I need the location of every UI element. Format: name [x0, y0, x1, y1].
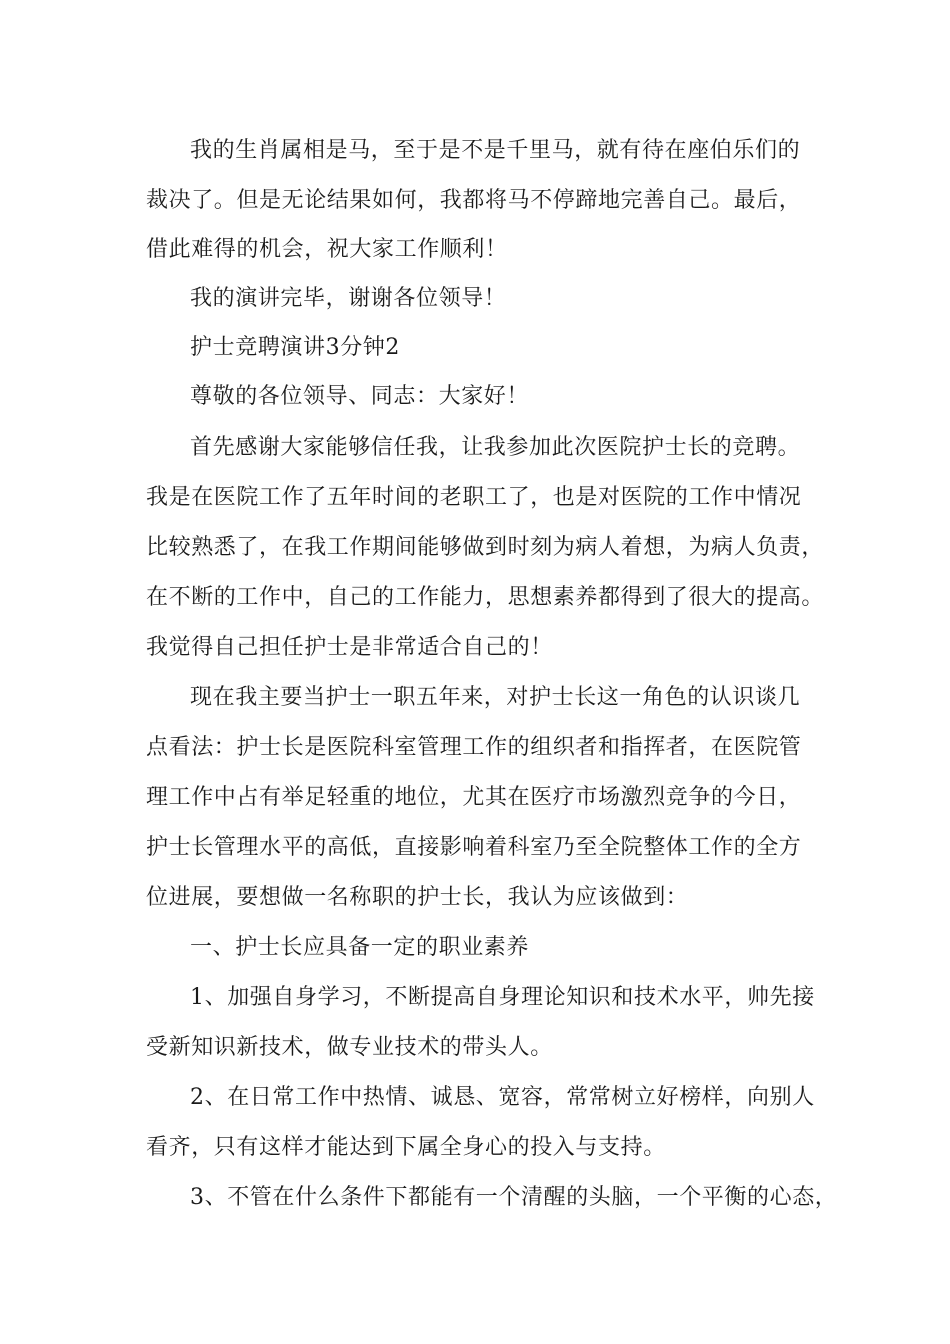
- text-line: 2、在日常工作中热情、诚恳、宽容，常常树立好榜样，向别人: [190, 1085, 815, 1110]
- text-line: 比较熟悉了，在我工作期间能够做到时刻为病人着想，为病人负责，: [146, 535, 825, 560]
- text-line: 受新知识新技术，做专业技术的带头人。: [146, 1035, 553, 1060]
- text-line: 我是在医院工作了五年时间的老职工了，也是对医院的工作中情况: [146, 485, 802, 510]
- section-heading: 一、护士长应具备一定的职业素养: [190, 935, 530, 960]
- text-line: 首先感谢大家能够信任我，让我参加此次医院护士长的竞聘。: [190, 435, 801, 460]
- text-line: 护士长管理水平的高低，直接影响着科室乃至全院整体工作的全方: [146, 835, 802, 860]
- text-line: 点看法：护士长是医院科室管理工作的组织者和指挥者，在医院管: [146, 735, 802, 760]
- text-line: 理工作中占有举足轻重的地位，尤其在医疗市场激烈竞争的今日，: [146, 785, 802, 810]
- text-line: 我的演讲完毕，谢谢各位领导！: [190, 286, 507, 311]
- text-line: 3、不管在什么条件下都能有一个清醒的头脑，一个平衡的心态，: [190, 1185, 838, 1210]
- section-title: 护士竞聘演讲3分钟2: [190, 335, 400, 360]
- text-line: 位进展，要想做一名称职的护士长，我认为应该做到：: [146, 885, 689, 910]
- text-line: 借此难得的机会，祝大家工作顺利！: [146, 237, 508, 262]
- text-line: 1、加强自身学习，不断提高自身理论知识和技术水平，帅先接: [190, 985, 815, 1010]
- text-line: 裁决了。但是无论结果如何，我都将马不停蹄地完善自己。最后，: [146, 188, 802, 213]
- salutation: 尊敬的各位领导、同志：大家好！: [190, 384, 530, 409]
- text-line: 现在我主要当护士一职五年来，对护士长这一角色的认识谈几: [190, 685, 801, 710]
- text-line: 我觉得自己担任护士是非常适合自己的！: [146, 635, 553, 660]
- text-line: 我的生肖属相是马，至于是不是千里马，就有待在座伯乐们的: [190, 138, 801, 163]
- text-line: 在不断的工作中，自己的工作能力，思想素养都得到了很大的提高。: [146, 585, 825, 610]
- text-line: 看齐，只有这样才能达到下属全身心的投入与支持。: [146, 1135, 666, 1160]
